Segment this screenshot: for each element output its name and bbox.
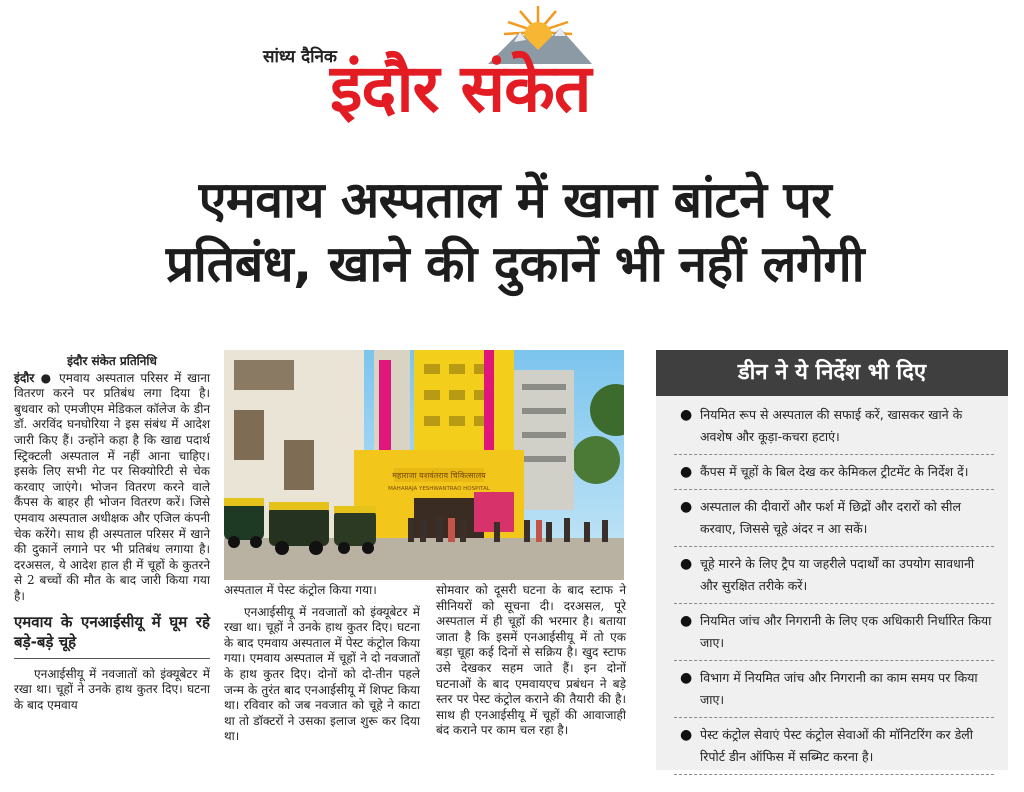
list-item: ● चूहे मारने के लिए ट्रैप या जहरीले पदार्थों का उपयोग सावधानी और सुरक्षित तरीके करें। [674,553,994,604]
col2-paragraph-1: अस्पताल में पेस्ट कंट्रोल किया गया। [224,583,377,597]
list-item: ● नियमित जांच और निगरानी के लिए एक अधिकारी निर्धारित किया जाए। [674,610,994,661]
list-item: ● नियमित रूप से अस्पताल की सफाई करें, खासकर खाने के अवशेष और कूड़ा-कचरा हटाएं। [674,404,994,455]
subheading: एमवाय के एनआईसीयू में घूम रहे बड़े-बड़े चूहे [14,612,210,659]
col2-paragraph-2: एनआईसीयू में नवजातों को इंक्यूबेटर में रखा था। चूहों ने उनके हाथ कुतर दिए। घटना के बाद एमवाय अस्पताल में पेस्ट कंट्रोल किया गया। एमवाय अस्पताल में चूहों ने दो नवजातों के हाथ कुतर दिए। दोनों को दो-तीन पहले जन्म के तुरंत बाद एनआईसीयू में शिफ्ट किया था। रविवार को जब नवजात को चूहे ने काटा था तो डॉक्टरों ने उसका इलाज शुरू कर दिया था। [224,604,420,744]
sidebar-title: डीन ने ये निर्देश भी दिए [656,350,1008,396]
dean-instructions-box [656,350,1008,770]
list-item: ● पेस्ट कंट्रोल सेवाएं पेस्ट कंट्रोल सेवाओं की मॉनिटरिंग कर डेली रिपोर्ट डीन ऑफिस में सब्मिट करना है। [674,724,994,775]
bullet-icon: ● [680,556,693,572]
list-item: ● कैंपस में चूहों के बिल देख कर केमिकल ट्रीटमेंट के निर्देश दें। [674,461,994,490]
newspaper-name: इंदौर संकेत [330,50,591,127]
masthead-tagline: सांध्य दैनिक [263,47,337,67]
instruction-list [656,396,1008,775]
dateline: इंदौर ● [14,370,54,385]
list-item: ● अस्पताल की दीवारों और फर्श में छिद्रों और दरारों को सील करवाए, जिससे चूहे अंदर न आ सकें। [674,496,994,547]
bullet-icon: ● [680,613,693,629]
bullet-icon: ● [680,407,693,423]
headline-line-1: एमवाय अस्पताल में खाना बांटने पर [198,171,832,229]
hospital-signboard-en: MAHARAJA YESHWANTRAO HOSPITAL [388,486,490,492]
article-column-2 [224,583,420,745]
bullet-icon: ● [680,727,693,743]
intro-text: एमवाय अस्पताल परिसर में खाना वितरण करने पर प्रतिबंध लगा दिया है। बुधवार को एमजीएम मेडिकल कॉलेज के डीन डॉ. अरविंद घनघोरिया ने इस संबंध में आदेश जारी किए हैं। उन्होंने कहा है कि खाद्य पदार्थ स्ट्रिक्टली अस्पताल में नहीं आना चाहिए। इसके लिए सभी गेट पर सिक्योरिटी से चेक करवाए जाएंगे। भोजन वितरण करने वाले कैंपस के बाहर ही भोजन वितरण करें। जिसे एमवाय अस्पताल अधीक्षक और एजिल कंपनी चेक करेंगे। साथ ही अस्पताल परिसर में खाने की दुकानें लगाने पर भी प्रतिबंध लगाया है। दरअसल, ये आदेश हाल ही में चूहों के कुतरने से 2 बच्चों की मौत के बाद जारी किया गया है। [14,370,210,603]
col1-tail-paragraph: एनआईसीयू में नवजातों को इंक्यूबेटर में रखा था। चूहों ने उनके हाथ कुतर दिए। घटना के बाद एमवाय [14,666,210,712]
hospital-signboard: महाराजा यशवंतराव चिकित्सालय [392,471,486,480]
intro-paragraph [14,371,210,605]
main-headline [30,168,1000,296]
bullet-icon: ● [680,464,693,480]
headline-line-2: प्रतिबंध, खाने की दुकानें भी नहीं लगेगी [165,235,865,293]
byline: इंदौर संकेत प्रतिनिधि [67,354,157,368]
col3-paragraph-1: सोमवार को दूसरी घटना के बाद स्टाफ ने सीनियरों को सूचना दी। दरअसल, पूरे अस्पताल में ही चूहों की भरमार है। बताया जाता है कि इसमें एनआईसीयू में तो एक बड़ा चूहा कई दिनों से सक्रिय है। खुद स्टाफ उसे देखकर सहम जाते हैं। इन दोनों घटनाओं के बाद एमवायएच प्रबंधन ने बड़े स्तर पर पेस्ट कंट्रोल कराने की तैयारी की है। साथ ही एनआईसीयू में चूहों की आवाजाही बंद कराने पर काम चल रहा है। [436,583,626,738]
article-column-1 [14,354,210,713]
list-item: ● विभाग में नियमित जांच और निगरानी का काम समय पर किया जाए। [674,667,994,718]
hospital-photo [224,350,624,580]
bullet-icon: ● [680,670,693,686]
hospital-building-image [224,350,624,580]
article-column-3 [436,583,626,739]
masthead [0,0,1024,150]
bullet-icon: ● [680,499,693,515]
